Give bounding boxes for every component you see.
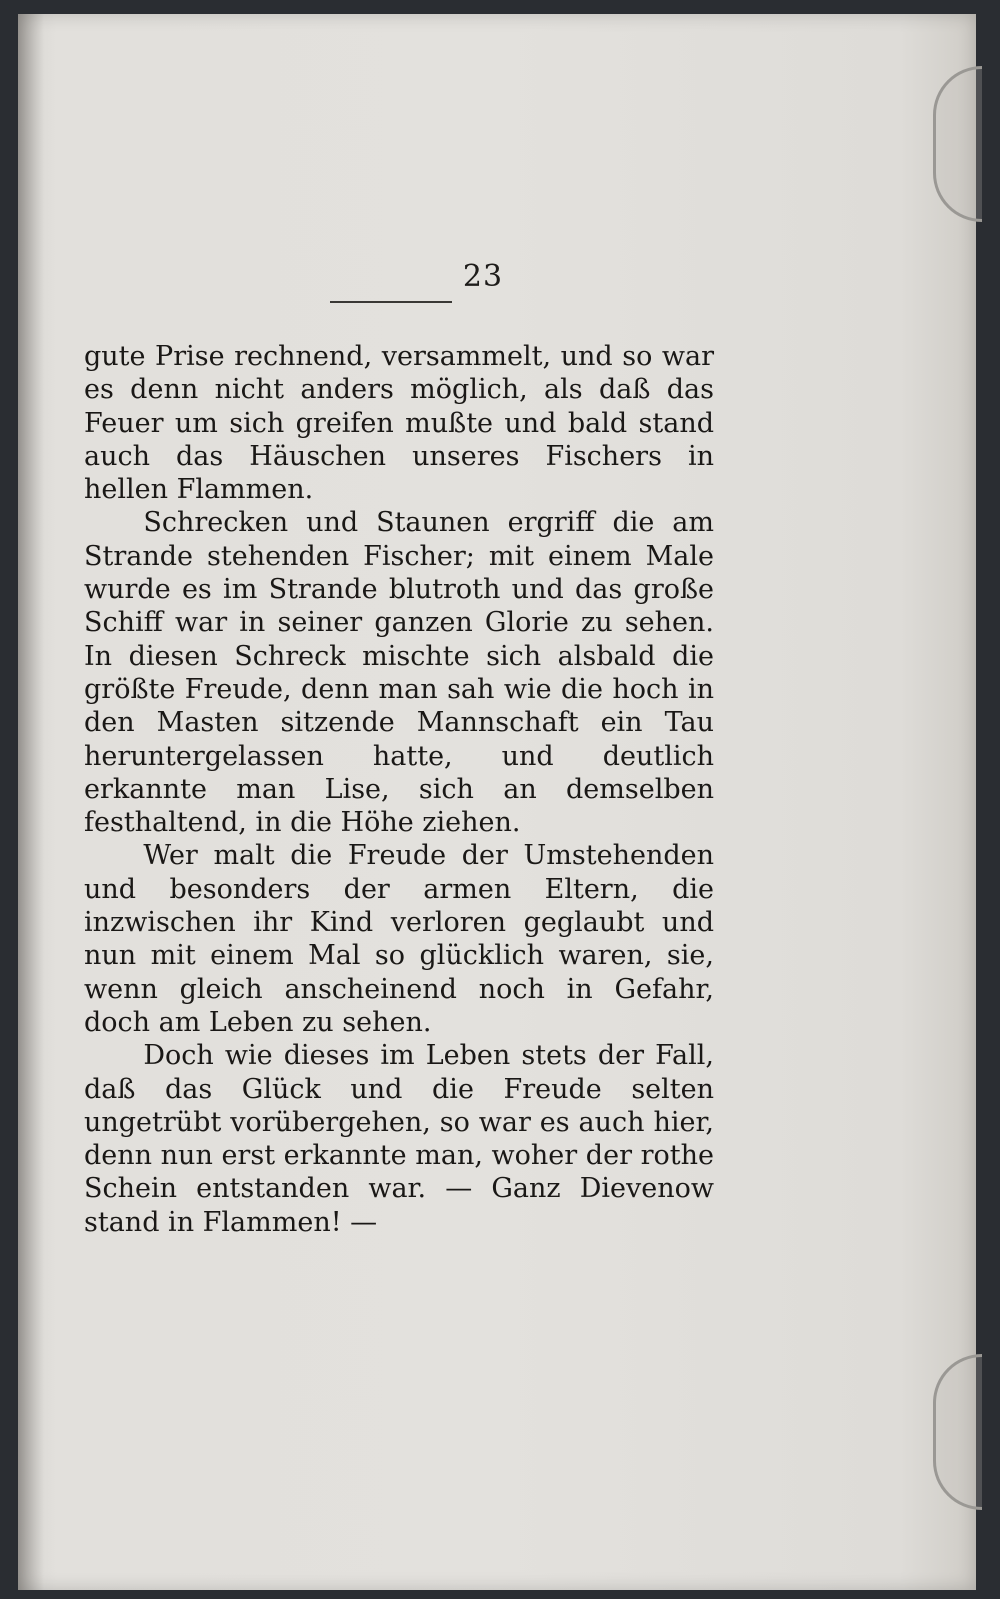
page-clip-bottom-icon — [933, 1354, 982, 1510]
page-number: 23 — [462, 259, 504, 294]
paragraph-3: Wer malt die Freude der Umstehenden und besonders der armen Eltern, die inzwischen ihr Kind verloren geglaubt und nun mit einem Mal so glücklich waren, sie, wenn gleich anscheinend noch in Gefahr, doch am Leben zu sehen. — [84, 840, 714, 1038]
page-clip-top-icon — [933, 66, 982, 222]
body-text — [84, 340, 714, 1239]
paragraph-4: Doch wie dieses im Leben stets der Fall, daß das Glück und die Freude selten ungetrübt vorübergehen, so war es auch hier, denn nun erst erkannte man, woher der rothe Schein entstanden war. — Ganz Dievenow stand in Flammen! — — [84, 1040, 714, 1238]
gutter-shadow — [18, 14, 44, 1590]
header-rule — [330, 301, 452, 303]
book-page — [18, 14, 976, 1590]
paragraph-1: gute Prise rechnend, versammelt, und so war es denn nicht anders möglich, als daß das Feuer um sich greifen mußte und bald stand auch das Häuschen unseres Fischers in hellen Flammen. — [84, 341, 714, 506]
paragraph-2: Schrecken und Staunen ergriff die am Strande stehenden Fischer; mit einem Male wurde es im Strande blutroth und das große Schiff war in seiner ganzen Glorie zu sehen. In diesen Schreck mischte sich alsbald die größte Freude, denn man sah wie die hoch in den Masten sitzende Mannschaft ein Tau heruntergelassen hatte, und deutlich erkannte man Lise, sich an demselben festhaltend, in die Höhe ziehen. — [84, 507, 714, 839]
